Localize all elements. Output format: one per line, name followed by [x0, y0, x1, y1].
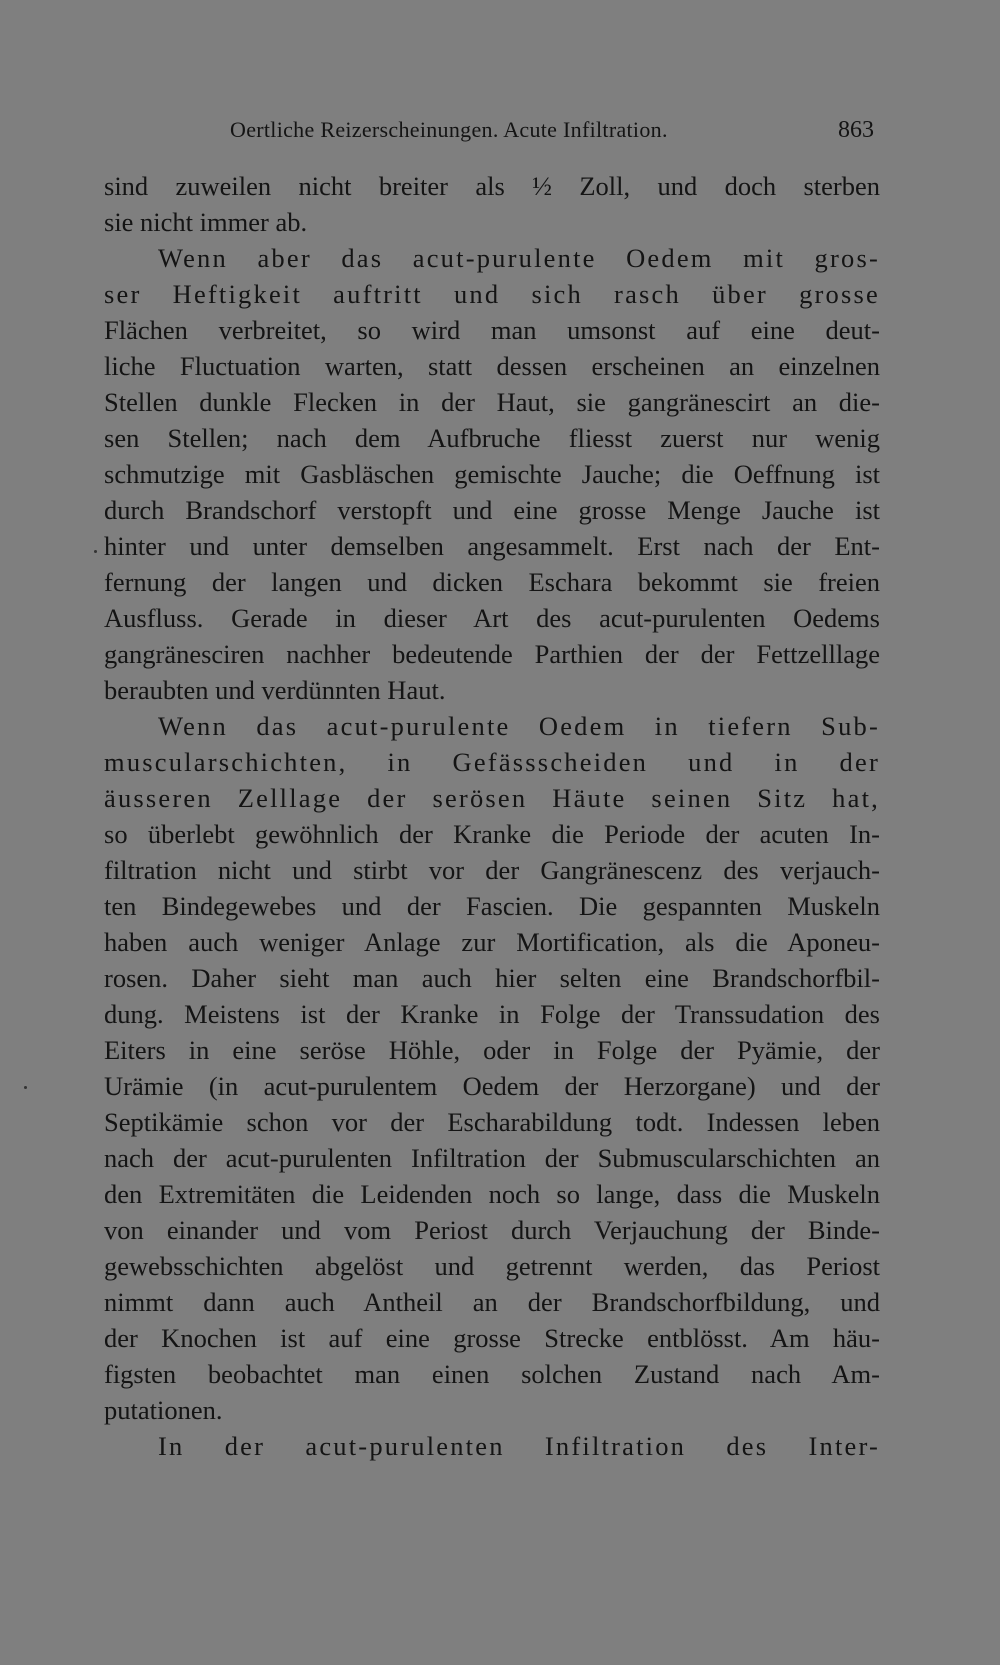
text-line: haben auch weniger Anlage zur Mortification, als die Aponeu- [104, 927, 880, 957]
text-line: gangränesciren nachher bedeutende Parthien der der Fettzelllage [104, 639, 880, 669]
text-line: sind zuweilen nicht breiter als ½ Zoll, und doch sterben [104, 171, 880, 201]
text-line: sie nicht immer ab. [104, 207, 308, 237]
running-header [104, 117, 874, 147]
text-line: fernung der langen und dicken Eschara bekommt sie freien [104, 567, 880, 597]
text-line: figsten beobachtet man einen solchen Zustand nach Am- [104, 1359, 880, 1389]
text-line: den Extremitäten die Leidenden noch so lange, dass die Muskeln [104, 1179, 880, 1209]
text-line: dung. Meistens ist der Kranke in Folge der Transsudation des [104, 999, 880, 1029]
text-line: nach der acut-purulenten Infiltration der Submuscularschichten an [104, 1143, 880, 1173]
text-line: liche Fluctuation warten, statt dessen erscheinen an einzelnen [104, 351, 880, 381]
text-line: schmutzige mit Gasbläschen gemischte Jauche; die Oeffnung ist [104, 459, 880, 489]
paragraph-first-line: Wenn das acut-purulente Oedem in tiefern Sub- [158, 711, 880, 741]
text-line: durch Brandschorf verstopft und eine grosse Menge Jauche ist [104, 495, 880, 525]
text-line: so überlebt gewöhnlich der Kranke die Periode der acuten In- [104, 819, 880, 849]
text-line: ten Bindegewebes und der Fascien. Die gespannten Muskeln [104, 891, 880, 921]
text-line: Urämie (in acut-purulentem Oedem der Herzorgane) und der [104, 1071, 880, 1101]
text-line: muscularschichten, in Gefässscheiden und in der [104, 747, 880, 777]
running-title: Oertliche Reizerscheinungen. Acute Infiltration. [230, 117, 668, 142]
text-line: Flächen verbreitet, so wird man umsonst auf eine deut- [104, 315, 880, 345]
text-line: rosen. Daher sieht man auch hier selten eine Brandschorfbil- [104, 963, 880, 993]
page-number: 863 [838, 117, 874, 143]
text-line: gewebsschichten abgelöst und getrennt werden, das Periost [104, 1251, 880, 1281]
text-line: Septikämie schon vor der Escharabildung todt. Indessen leben [104, 1107, 880, 1137]
text-line: beraubten und verdünnten Haut. [104, 675, 446, 705]
text-line: der Knochen ist auf eine grosse Strecke entblösst. Am häu- [104, 1323, 880, 1353]
text-line: filtration nicht und stirbt vor der Gangränescenz des verjauch- [104, 855, 880, 885]
text-line: von einander und vom Periost durch Verjauchung der Binde- [104, 1215, 880, 1245]
paragraph-first-line: Wenn aber das acut-purulente Oedem mit gros- [158, 243, 880, 273]
text-line: nimmt dann auch Antheil an der Brandschorfbildung, und [104, 1287, 880, 1317]
text-line: Eiters in eine seröse Höhle, oder in Folge der Pyämie, der [104, 1035, 880, 1065]
text-line: äusseren Zelllage der serösen Häute seinen Sitz hat, [104, 783, 880, 813]
text-line: Ausfluss. Gerade in dieser Art des acut-purulenten Oedems [104, 603, 880, 633]
text-line: sen Stellen; nach dem Aufbruche fliesst zuerst nur wenig [104, 423, 880, 453]
paragraph-first-line: In der acut-purulenten Infiltration des Inter- [158, 1431, 880, 1461]
text-line: ser Heftigkeit auftritt und sich rasch über grosse [104, 279, 880, 309]
speck [24, 1086, 27, 1089]
text-line: Stellen dunkle Flecken in der Haut, sie gangränescirt an die- [104, 387, 880, 417]
text-line: putationen. [104, 1395, 223, 1425]
speck [94, 550, 97, 553]
text-line: hinter und unter demselben angesammelt. Erst nach der Ent- [104, 531, 880, 561]
